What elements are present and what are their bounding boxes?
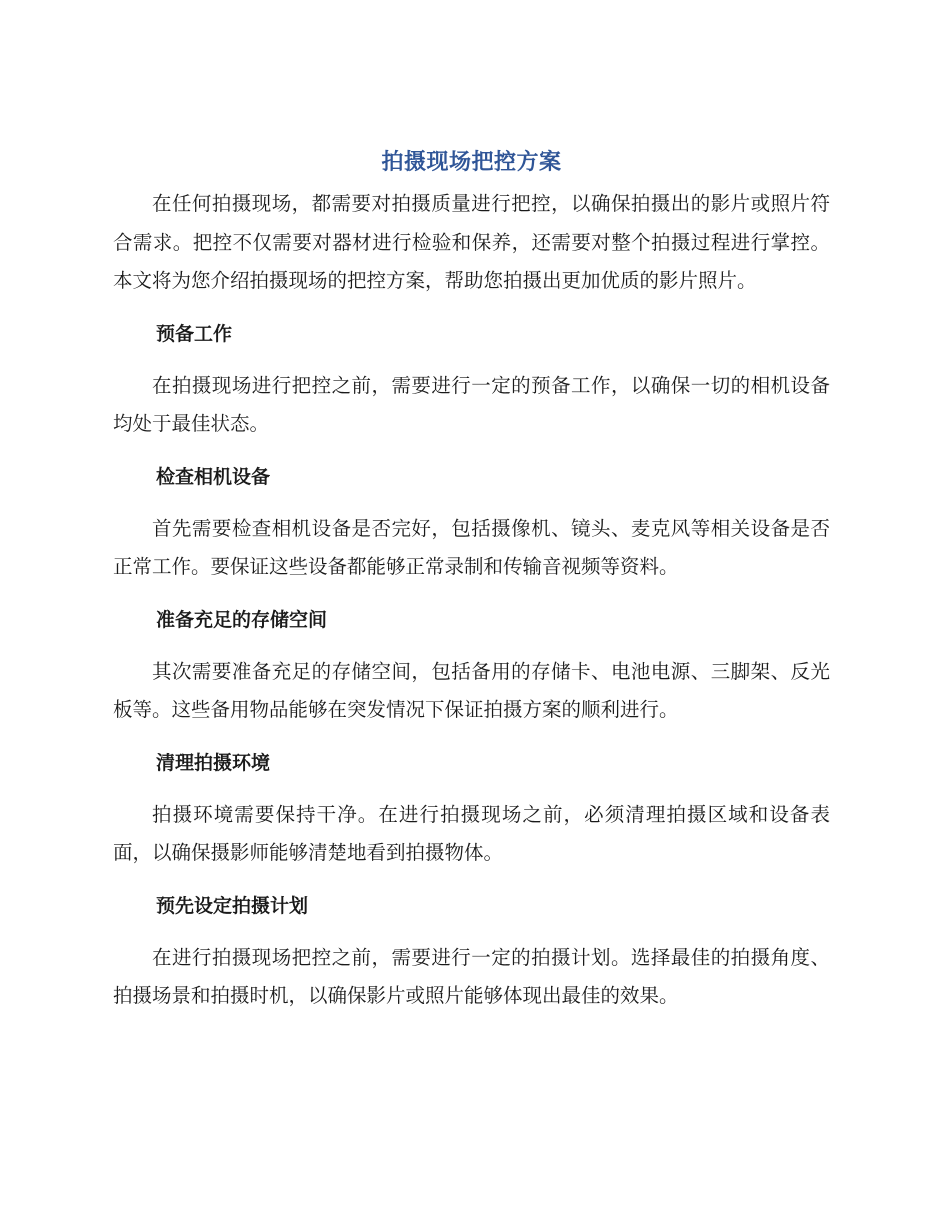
- document-title: 拍摄现场把控方案: [381, 150, 562, 175]
- section-heading-storage: 准备充足的存储空间: [156, 608, 328, 631]
- section-body-check-camera: 首先需要检查相机设备是否完好，包括摄像机、镜头、麦克风等相关设备是否正常工作。要保证这些设备都能够正常录制和传输音视频等资料。: [113, 516, 830, 578]
- section-body-preparation: 在拍摄现场进行把控之前，需要进行一定的预备工作，以确保一切的相机设备均处于最佳状态。: [113, 373, 830, 435]
- section-body-storage: 其次需要准备充足的存储空间，包括备用的存储卡、电池电源、三脚架、反光板等。这些备用物品能够在突发情况下保证拍摄方案的顺利进行。: [113, 659, 830, 721]
- section-heading-preparation: 预备工作: [156, 322, 233, 345]
- document-content: [113, 143, 830, 1016]
- section-body-shooting-plan: 在进行拍摄现场把控之前，需要进行一定的拍摄计划。选择最佳的拍摄角度、拍摄场景和拍摄时机，以确保影片或照片能够体现出最佳的效果。: [113, 945, 830, 1007]
- section-body-clean-environment: 拍摄环境需要保持干净。在进行拍摄现场之前，必须清理拍摄区域和设备表面，以确保摄影师能够清楚地看到拍摄物体。: [113, 802, 830, 864]
- section-heading-check-camera: 检查相机设备: [156, 465, 271, 488]
- section-heading-clean-environment: 清理拍摄环境: [156, 751, 271, 774]
- section-heading-shooting-plan: 预先设定拍摄计划: [156, 894, 309, 917]
- intro-paragraph: 在任何拍摄现场，都需要对拍摄质量进行把控，以确保拍摄出的影片或照片符合需求。把控不仅需要对器材进行检验和保养，还需要对整个拍摄过程进行掌控。本文将为您介绍拍摄现场的把控方案，帮助您拍摄出更加优质的影片照片。: [113, 192, 830, 292]
